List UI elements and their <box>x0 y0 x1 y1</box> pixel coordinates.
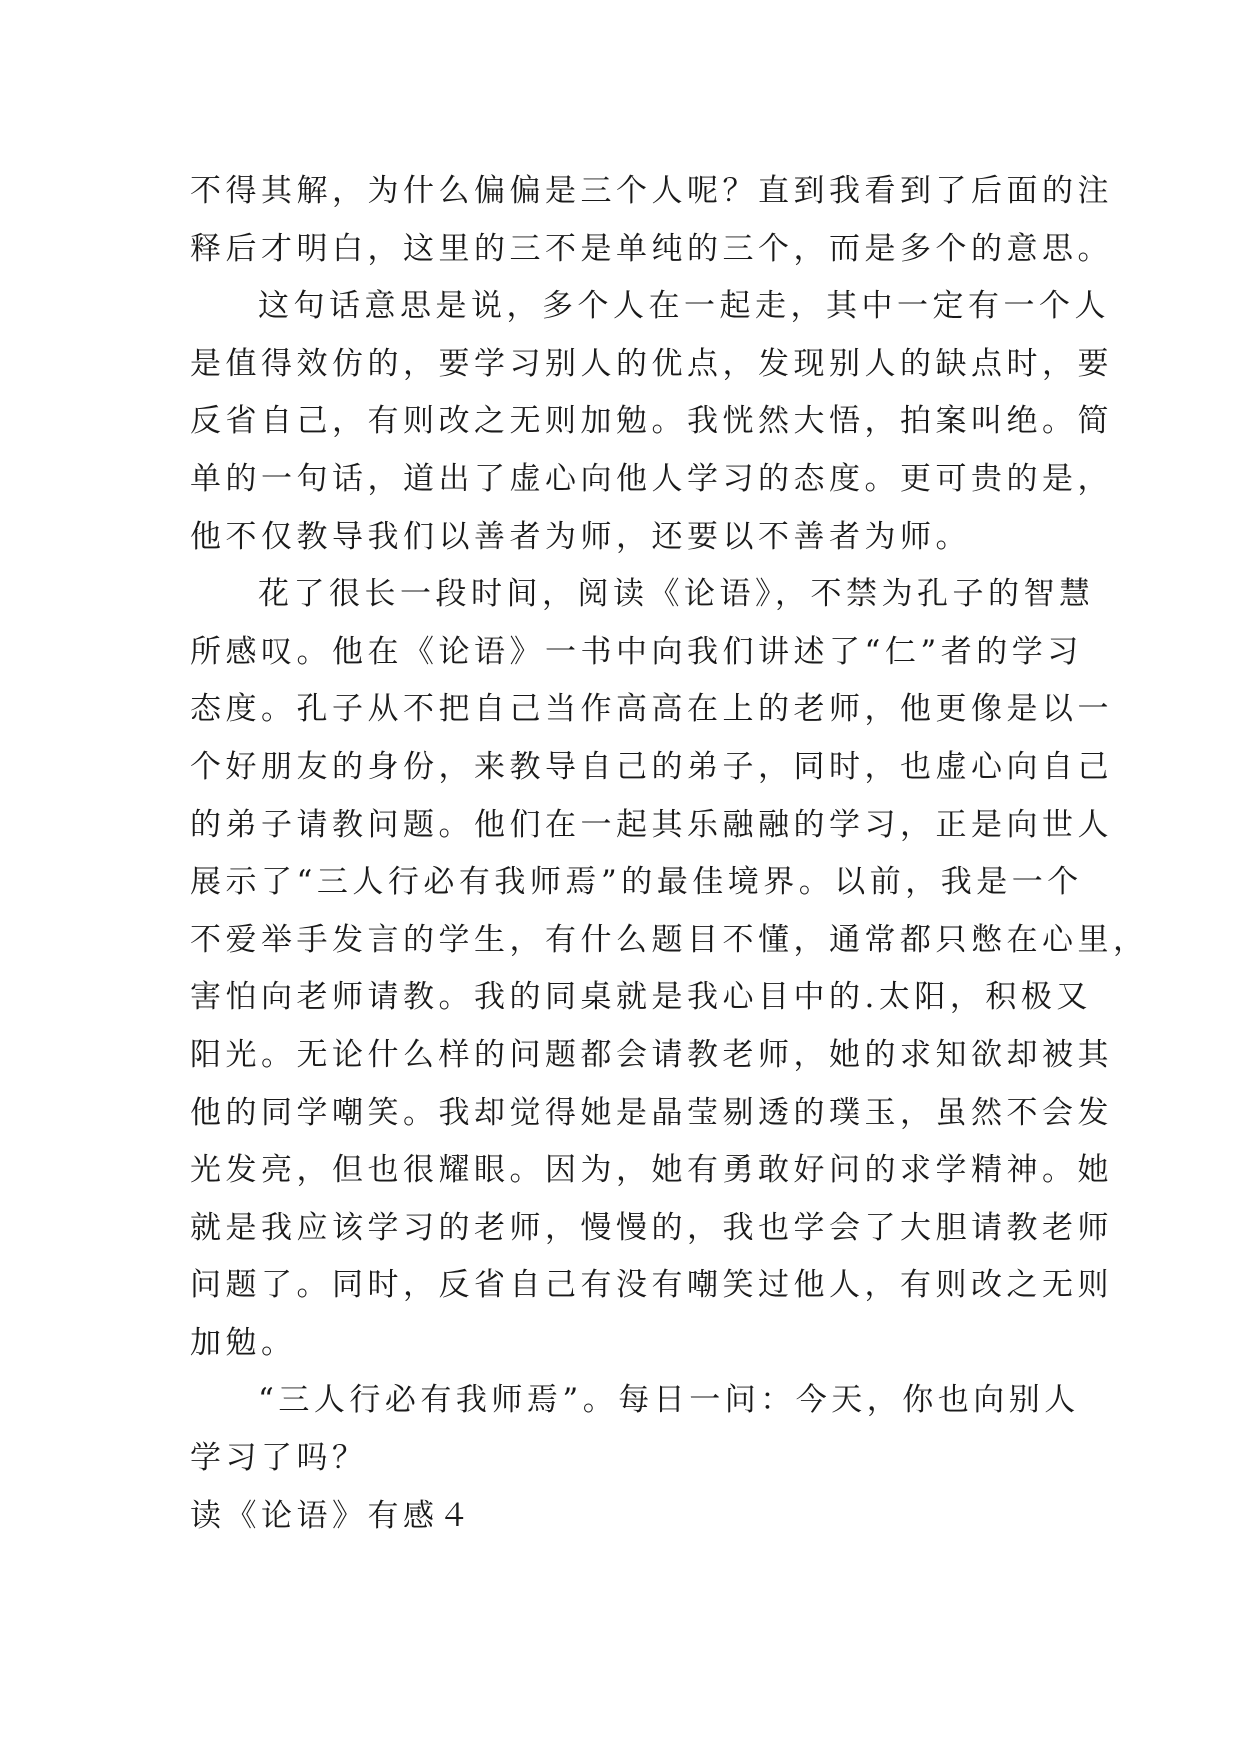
text-line: 反省自己，有则改之无则加勉。我恍然大悟，拍案叫绝。简 <box>190 403 1113 440</box>
text-line: 的弟子请教问题。他们在一起其乐融融的学习，正是向世人 <box>190 806 1113 843</box>
text-line: 阳光。无论什么样的问题都会请教老师，她的求知欲却被其 <box>190 1036 1113 1073</box>
text-line: 是值得效仿的，要学习别人的优点，发现别人的缺点时，要 <box>190 345 1113 382</box>
text-line: 加勉。 <box>190 1324 297 1361</box>
text-line: 花了很长一段时间，阅读《论语》，不禁为孔子的智慧 <box>258 576 1095 613</box>
text-line: 问题了。同时，反省自己有没有嘲笑过他人，有则改之无则 <box>190 1267 1113 1304</box>
text-line: 害怕向老师请教。我的同桌就是我心目中的.太阳，积极又 <box>190 979 1092 1016</box>
text-line: 展示了“三人行必有我师焉”的最佳境界。以前，我是一个 <box>190 864 1083 901</box>
text-line: 个好朋友的身份，来教导自己的弟子，同时，也虚心向自己 <box>190 748 1113 785</box>
text-line: 态度。孔子从不把自己当作高高在上的老师，他更像是以一 <box>190 691 1113 728</box>
text-line: “三人行必有我师焉”。每日一问：今天，你也向别人 <box>258 1382 1080 1419</box>
text-line: 光发亮，但也很耀眼。因为，她有勇敢好问的求学精神。她 <box>190 1152 1113 1189</box>
text-line: 就是我应该学习的老师，慢慢的，我也学会了大胆请教老师 <box>190 1209 1113 1246</box>
text-line: 他的同学嘲笑。我却觉得她是晶莹剔透的璞玉，虽然不会发 <box>190 1094 1113 1131</box>
text-line: 他不仅教导我们以善者为师，还要以不善者为师。 <box>190 518 971 555</box>
text-line: 释后才明白，这里的三不是单纯的三个，而是多个的意思。 <box>190 230 1113 267</box>
text-line: 所感叹。他在《论语》一书中向我们讲述了“仁”者的学习 <box>190 633 1083 670</box>
text-line: 不得其解，为什么偏偏是三个人呢？直到我看到了后面的注 <box>190 173 1113 209</box>
text-line: 单的一句话，道出了虚心向他人学习的态度。更可贵的是， <box>190 460 1113 497</box>
text-line: 不爱举手发言的学生，有什么题目不懂，通常都只憋在心里， <box>190 921 1149 958</box>
text-line: 学习了吗？ <box>190 1440 368 1477</box>
text-line: 读《论语》有感４ <box>190 1497 474 1534</box>
document-body <box>190 163 1149 1545</box>
text-line: 这句话意思是说，多个人在一起走，其中一定有一个人 <box>258 288 1110 325</box>
